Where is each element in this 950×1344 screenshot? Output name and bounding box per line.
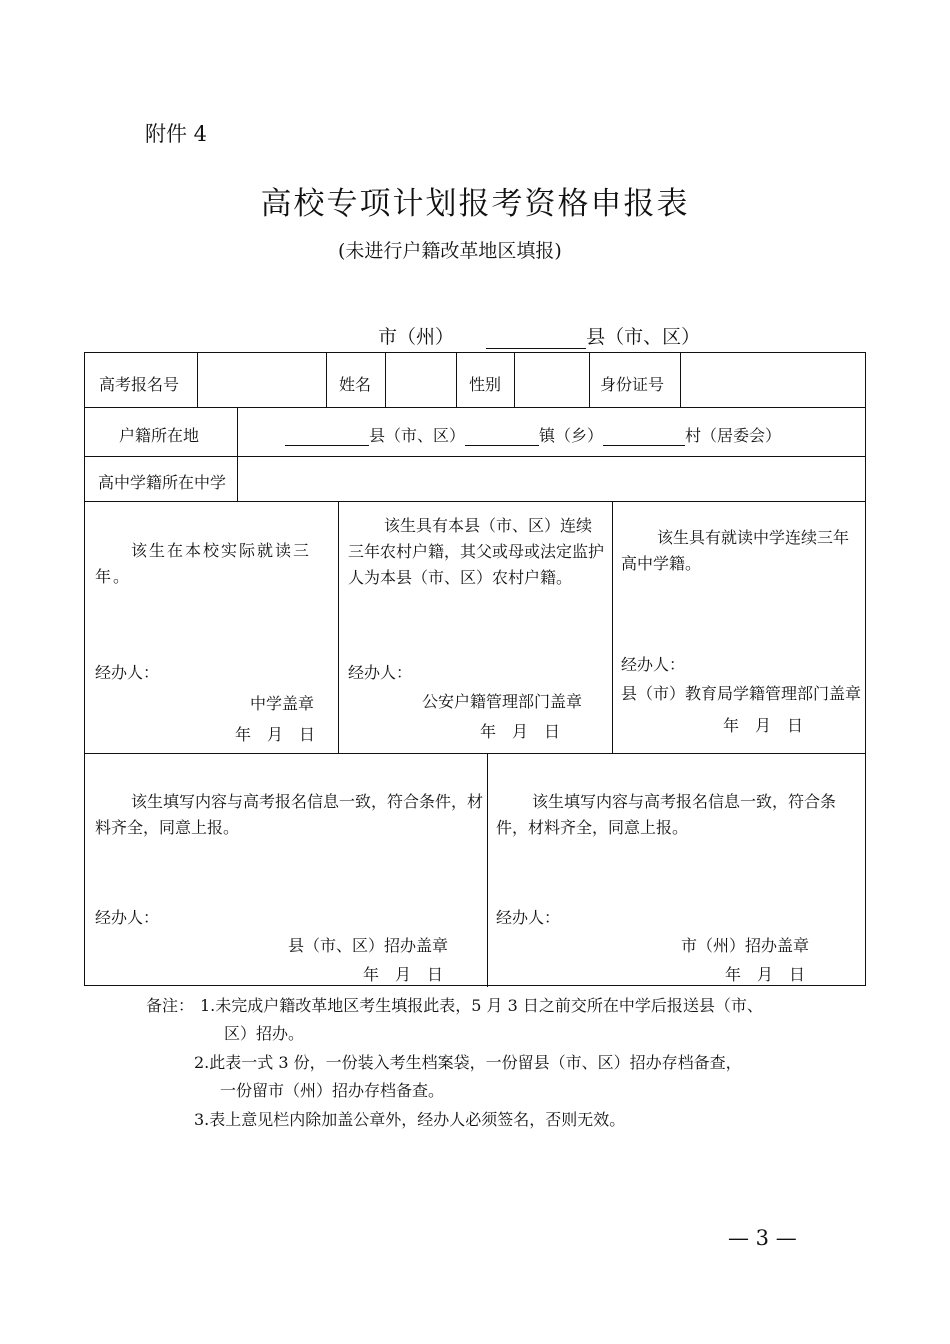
attachment-label: 附件 4 bbox=[145, 122, 208, 146]
county-handler-label: 经办人： bbox=[95, 908, 160, 927]
form-subtitle: (未进行户籍改革地区填报) bbox=[338, 240, 562, 262]
gender-label: 性别 bbox=[469, 375, 502, 394]
gender-field[interactable] bbox=[515, 354, 588, 406]
col-divider bbox=[338, 501, 339, 753]
student-status-statement: 该生具有就读中学连续三年高中学籍。 bbox=[621, 528, 850, 573]
school-seal-label: 中学盖章 bbox=[250, 694, 315, 713]
col-divider bbox=[589, 353, 590, 407]
police-handler-label: 经办人： bbox=[348, 663, 413, 682]
police-seal-label: 公安户籍管理部门盖章 bbox=[422, 692, 583, 711]
row-divider bbox=[85, 753, 865, 754]
household-county-label: 县（市、区） bbox=[369, 426, 466, 445]
note-2-line-1: 2.此表一式 3 份，一份装入考生档案袋，一份留县（市、区）招办存档备查， bbox=[194, 1053, 742, 1072]
household-label: 户籍所在地 bbox=[119, 426, 200, 445]
form-title: 高校专项计划报考资格申报表 bbox=[260, 186, 690, 222]
name-label: 姓名 bbox=[339, 375, 372, 394]
school-handler-label: 经办人： bbox=[95, 663, 160, 682]
row-divider bbox=[85, 407, 865, 408]
school-attendance-statement: 该生在本校实际就读三年。 bbox=[95, 541, 312, 586]
note-1-line-2: 区）招办。 bbox=[224, 1024, 305, 1043]
exam-number-field[interactable] bbox=[198, 354, 325, 406]
household-registration-statement: 该生具有本县（市、区）连续三年农村户籍，其父或母或法定监护人为本县（市、区）农村户籍。 bbox=[348, 516, 605, 587]
col-divider bbox=[612, 501, 613, 753]
education-handler-label: 经办人： bbox=[621, 655, 686, 674]
city-label: 市（州） bbox=[378, 326, 455, 348]
name-field[interactable] bbox=[386, 354, 455, 406]
county-blank[interactable] bbox=[486, 348, 586, 349]
high-school-label: 高中学籍所在中学 bbox=[98, 473, 227, 492]
county-date: 年 月 日 bbox=[363, 965, 444, 984]
region-line bbox=[378, 322, 700, 349]
page-number: — 3 — bbox=[728, 1226, 797, 1250]
county-admission-statement: 该生填写内容与高考报名信息一致，符合条件，材料齐全，同意上报。 bbox=[95, 792, 484, 837]
col-divider bbox=[487, 753, 488, 987]
household-village-label: 村（居委会） bbox=[685, 426, 782, 445]
application-form-table bbox=[84, 352, 866, 986]
household-address-line bbox=[285, 423, 781, 446]
id-number-field[interactable] bbox=[681, 354, 863, 406]
household-county-blank[interactable] bbox=[285, 445, 369, 446]
note-1-line-1: 1.未完成户籍改革地区考生填报此表，5 月 3 日之前交所在中学后报送县（市、 bbox=[200, 996, 763, 1015]
col-divider bbox=[326, 353, 327, 407]
city-date: 年 月 日 bbox=[725, 965, 806, 984]
exam-number-label: 高考报名号 bbox=[99, 375, 180, 394]
note-2-line-2: 一份留市（州）招办存档备查。 bbox=[220, 1081, 445, 1100]
city-handler-label: 经办人： bbox=[496, 908, 561, 927]
education-seal-label: 县（市）教育局学籍管理部门盖章 bbox=[621, 684, 862, 703]
police-date: 年 月 日 bbox=[480, 722, 561, 741]
high-school-field[interactable] bbox=[238, 457, 863, 500]
row-divider bbox=[85, 501, 865, 502]
note-3: 3.表上意见栏内除加盖公章外，经办人必须签名，否则无效。 bbox=[194, 1110, 626, 1129]
notes-prefix: 备注： bbox=[146, 996, 195, 1015]
col-divider bbox=[456, 353, 457, 407]
household-village-blank[interactable] bbox=[603, 445, 685, 446]
city-seal-label: 市（州）招办盖章 bbox=[681, 936, 810, 955]
household-town-label: 镇（乡） bbox=[539, 426, 604, 445]
household-town-blank[interactable] bbox=[465, 445, 539, 446]
county-label: 县（市、区） bbox=[586, 326, 701, 348]
id-number-label: 身份证号 bbox=[600, 375, 665, 394]
county-seal-label: 县（市、区）招办盖章 bbox=[288, 936, 449, 955]
school-date: 年 月 日 bbox=[235, 725, 316, 744]
education-date: 年 月 日 bbox=[723, 716, 804, 735]
city-admission-statement: 该生填写内容与高考报名信息一致，符合条件，材料齐全，同意上报。 bbox=[496, 792, 837, 837]
